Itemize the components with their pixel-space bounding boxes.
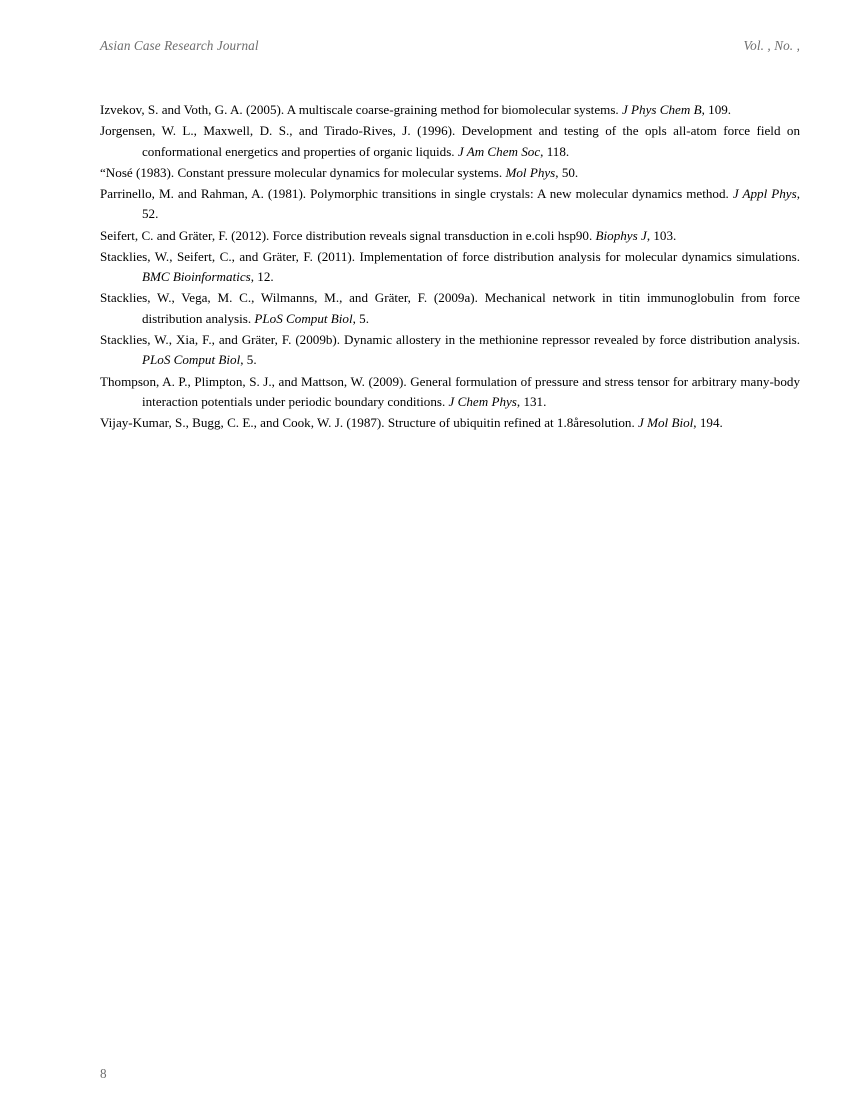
reference-text: , 103. [646, 227, 677, 243]
reference-text: Stacklies, W., Seifert, C., and Gräter, F. (2011). Implementation of force distribution analysis for molecular dynamics simulations. [100, 248, 800, 264]
reference-entry [100, 247, 800, 288]
reference-list [100, 100, 800, 434]
reference-text: , 194. [693, 415, 723, 431]
reference-text: Vijay-Kumar, S., Bugg, C. E., and Cook, W. J. (1987). Structure of ubiquitin refined at 1.8åresolution. [100, 415, 639, 431]
reference-text: “Nosé (1983). Constant pressure molecular dynamics for molecular systems. [100, 164, 506, 180]
reference-text: , 131. [516, 394, 547, 410]
page-number: 8 [100, 1066, 107, 1081]
journal-name: Biophys J [595, 227, 647, 243]
reference-entry [100, 184, 800, 225]
journal-name: J Phys Chem B [621, 102, 702, 117]
journal-name: PLoS Comput Biol [254, 310, 353, 326]
reference-entry [100, 372, 800, 413]
reference-text: Seifert, C. and Gräter, F. (2012). Force distribution reveals signal transduction in e.coli hsp90. [100, 227, 596, 243]
journal-name: BMC Bioinformatics [142, 269, 251, 285]
journal-name: Mol Phys [505, 164, 556, 180]
reference-entry [100, 226, 800, 246]
reference-text: Thompson, A. P., Plimpton, S. J., and Mattson, W. (2009). General formulation of pressure and stress tensor for arbitrary many-body interaction potentials under periodic boundary conditions. [100, 373, 800, 410]
reference-text: Stacklies, W., Vega, M. C., Wilmanns, M., and Gräter, F. (2009a). Mechanical network in titin immunoglobulin from force distribution analysis. [100, 290, 800, 326]
reference-text: Izvekov, S. and Voth, G. A. (2005). A multiscale coarse-graining method for biomolecular systems. [100, 102, 622, 117]
journal-name: J Chem Phys [448, 394, 517, 410]
running-head-journal-title: Asian Case Research Journal [100, 38, 259, 53]
journal-name: J Am Chem Soc [457, 143, 541, 159]
reference-entry [100, 121, 800, 162]
reference-text: , 109. [701, 102, 732, 117]
reference-text: , 52. [142, 186, 801, 222]
reference-text: , 5. [352, 310, 369, 326]
reference-text: , 118. [540, 143, 570, 159]
reference-text: , 12. [250, 269, 274, 285]
reference-text: Jorgensen, W. L., Maxwell, D. S., and Tirado-Rives, J. (1996). Development and testing of the opls all-atom force field on conformational energetics and properties of organic liquids. [100, 123, 800, 159]
running-head-volume-issue: Vol. , No. , [743, 38, 800, 53]
reference-entry [100, 413, 800, 433]
reference-entry [100, 288, 800, 329]
reference-text: Stacklies, W., Xia, F., and Gräter, F. (2009b). Dynamic allostery in the methionine repressor revealed by force distribution analysis. [100, 332, 800, 348]
journal-name: J Mol Biol [638, 415, 694, 431]
journal-name: J Appl Phys [732, 186, 797, 202]
reference-entry [100, 100, 800, 120]
reference-text: Parrinello, M. and Rahman, A. (1981). Polymorphic transitions in single crystals: A new molecular dynamics method. [100, 186, 733, 202]
reference-entry [100, 330, 800, 371]
reference-text: , 5. [240, 352, 257, 368]
running-head [100, 38, 800, 56]
reference-text: , 50. [555, 164, 579, 180]
journal-name: PLoS Comput Biol [142, 352, 241, 368]
reference-entry [100, 163, 800, 183]
